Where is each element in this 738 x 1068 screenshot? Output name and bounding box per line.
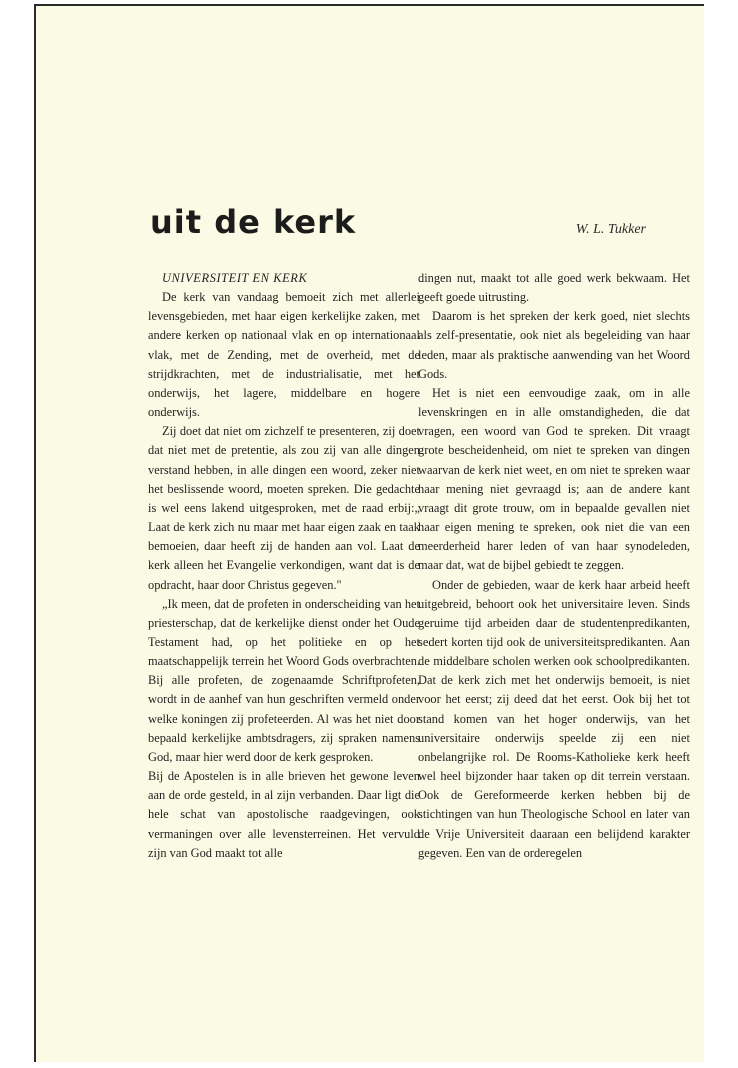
left-column	[148, 269, 420, 863]
paragraph: Bij de Apostelen is in alle brieven het gewone leven aan de orde gesteld, in al zijn verbanden. Daar ligt die hele schat van apostolische raadgevingen, ook vermaningen over alle levensterreinen. Het vervuld zijn van God maakt tot alle	[148, 769, 420, 860]
paragraph: „Ik meen, dat de profeten in onderscheiding van het priesterschap, dat de kerkelijke dienst onder het Oude Testament had, op het politieke en op het maatschappelijk terrein het Woord Gods overbrachten. Bij alle profeten, de zogenaamde Schriftprofeten, wordt in de aanhef van hun geschriften vermeld onder welke koningen zij profeteerden. Al was het niet door bepaald kerkelijke ambtsdragers, zij spraken namens God, maar hier werd door de kerk gesproken.	[148, 596, 420, 764]
paragraph: Daarom is het spreken der kerk goed, niet slechts als zelf-presentatie, ook niet als begeleiding van haar leden, maar als praktische aanwending van het Woord Gods.	[418, 309, 690, 381]
right-column	[418, 269, 690, 863]
paragraph: Zij doet dat niet om zichzelf te presenteren, zij doet dat niet met de pretentie, als zou zij van alle dingen verstand hebben, in alle dingen een woord, zeker niet het beslissende woord, moeten spreken. Die gedachte is wel eens lakend uitgesproken, met de raad erbij:„ Laat de kerk zich nu maar met haar eigen zaak en taak bemoeien, daar heeft zij de handen aan vol. Laat de kerk alleen het Evangelie verkondigen, want dat is de opdracht, haar door Christus gegeven."	[148, 424, 420, 592]
paragraph: De kerk van vandaag bemoeit zich met allerlei levensgebieden, met haar eigen kerkelijke zaken, met andere kerken op nationaal vlak en op internationaal vlak, met de Zending, met de overheid, met de strijdkrachten, met de industrialisatie, met het onderwijs, het lagere, middelbare en hogere onderwijs.	[148, 290, 420, 420]
paragraph: dingen nut, maakt tot alle goed werk bekwaam. Het geeft goede uitrusting.	[418, 271, 690, 305]
section-heading: UNIVERSITEIT EN KERK	[162, 271, 308, 285]
article-title: uit de kerk	[150, 203, 357, 241]
paragraph: Onder de gebieden, waar de kerk haar arbeid heeft uitgebreid, behoort ook het universitaire leven. Sinds geruime tijd arbeiden daar de studentenpredikanten, sedert korten tijd ook de universiteitspredikanten. Aan de middelbare scholen werken ook schoolpredikanten. Dat de kerk zich met het onderwijs bemoeit, is niet voor het eerst; zij deed dat het eerst. Ook bij het tot stand komen van het hoger onderwijs, van het universitaire onderwijs speelde zij een niet onbelangrijke rol. De Rooms-Katholieke kerk heeft wel heel bijzonder haar taken op dit terrein verstaan. Ook de Gereformeerde kerken hebben bij de stichtingen van hun Theologische School en later van de Vrije Universiteit daaraan een belijdend karakter gegeven. Een van de orderegelen	[418, 577, 690, 860]
paragraph: Het is niet een eenvoudige zaak, om in alle levenskringen en in alle omstandigheden, die dat vragen, een woord van God te spreken. Dit vraagt grote bescheidenheid, om niet te spreken van dingen waarvan de kerk niet weet, en om niet te spreken waar haar mening niet gevraagd is; aan de andere kant vraagt dit grote trouw, om in bepaalde gevallen niet haar eigen mening te spreken, ook niet die van een meerderheid harer leden of van haar synodeleden, maar dat, wat de bijbel gebiedt te zeggen.	[418, 385, 690, 573]
article-author: W. L. Tukker	[575, 222, 646, 237]
